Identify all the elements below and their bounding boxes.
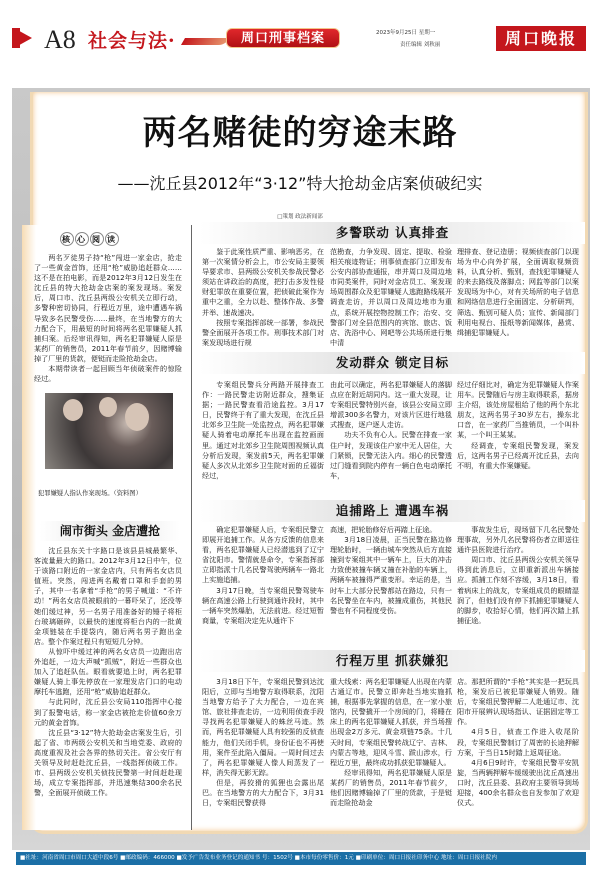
paragraph: 经过仔细比对，确定为犯罪嫌疑人作案用车。民警随后与房主取得联系，据房主介绍，该处房屋租给了他的两个东北朋友，这两名男子30岁左右，操东北口音，在一家药厂当推销员，一个叫朴某，一个叫王某某。 [457,380,579,440]
paragraph: 4月5日，侦查工作进入收尾阶段，专案组民警制订了周密的长途押解方案，于当日15时踏上返周征途。 [457,727,579,757]
heading-char: 读 [107,234,117,244]
byline: □策划 政法新闻部 [277,214,323,220]
column-banner: 周口刑事档案 [226,28,340,48]
section-heading: 追捕路上 遭遇车祸 [200,500,585,522]
paragraph: 周口市、沈丘县两级公安机关领导得到此消息后，立即重新派出车辆接应。抓捕工作刻不容缓，3月18日，看着病床上的战友，专案组成员的眼睛湿润了，但他们没有停下抓捕犯罪嫌疑人的脚步，收拾好心情，他们再次踏上抓捕征途。 [457,555,579,625]
text-column [202,247,324,348]
left-story-text [34,546,182,798]
paragraph: 重大线索：两名犯罪嫌疑人出现在内蒙古通辽市。民警立即奔赴当地实施抓捕，根据事先掌握的信息，在一家小旅馆内，民警撬开一个房间的门，将睡在床上的两名犯罪嫌疑人抓获，并当场搜出现金2万多元、黄金项链75条。十几天时间，专案组民警转战辽宁、吉林、内蒙古等地，迎风斗雪、跋山涉水，行程近万里，最终成功抓获犯罪嫌疑人。 [330,677,452,767]
paragraph: 由此可以确定，两名犯罪嫌疑人的落脚点应在附近胡同内。这一重大发现，让专案组民警特别兴奋，该县公安局立即增派300多名警力，对该片区进行地毯式搜查，逐户逐人走访。 [330,380,452,430]
text-column [202,525,324,626]
heading-char: 心 [77,234,87,244]
paragraph: 经审讯得知，两名犯罪嫌疑人原是某药厂的销售员，2011年春节前夕，他们因赌博输掉了厂里的货款，于是铤而走险抢劫金 [330,767,452,808]
core-reading-heading [60,232,120,246]
paragraph: 店。那把所谓的“手枪”其实是一把玩具枪，案发后已被犯罪嫌疑人销毁。随后，专案组民警押解二人赴通辽市、沈阳市开展辨认现场指认、证据固定等工作。 [457,677,579,727]
suspect-photo [45,393,173,469]
footer-info-bar: ■社址：河南省周口市周口大道中段6号 ■邮政编码：466000 ■发予广告发布业务登记的通知书 号：1502号 ■本市每份零售价：1元 ■印刷单位：周口日报社印务中心 地址：周口日报社院内 [16,852,586,865]
photo-caption: 犯罪嫌疑人指认作案现场。（资料图） [38,490,142,497]
core-reading-text [34,253,182,384]
text-column [202,380,324,481]
decorative-swoosh [181,38,230,45]
section-heading: 多警联动 认真排查 [200,222,585,244]
text-column [457,380,579,471]
paragraph: 专案组民警兵分两路开展排查工作：一路民警走访附近群众，搜集证据；一路民警查看沿途监控。3月17日，民警终于有了重大发现，在沈丘县北郊乡卫生院一处监控点，两名犯罪嫌疑人骑着电动摩托车出现在监控画面里。通过对北郊乡卫生院周围视频认真分析后发现，案发前5天，两名犯罪嫌疑人多次从北郊乡卫生院对面的丘福街经过， [202,380,324,480]
text-column [330,380,452,481]
paragraph: 鉴于此案性质严重、影响恶劣，在第一次案情分析会上，市公安局主要领导要求市、县两级公安机关参战民警必须站在讲政治的高度，把打击多发性侵财犯罪放在重要位置，把侦破此案作为重中之重，全力以赴、整体作战、多警并举、速战速决。 [202,247,324,317]
section-title: 社会与法· [88,30,176,52]
section-heading: 发动群众 锁定目标 [200,352,585,374]
heading-char: 阅 [92,234,102,244]
text-column [457,677,579,808]
article-subtitle: ——沈丘县2012年“3·12”特大抢劫金店案侦破纪实 [117,174,483,193]
paragraph: 范勘查，力争发现、固定、提取、检验相关痕迹物证；刑事侦查部门立即发布公安内部协查通报，串并周口及周边地市同类案件，同时对金店员工、案发现场周围群众及犯罪嫌疑人逃跑路线展开调查走访，并以周口及周边地市为重点，系统开展控物控制工作；治安、交警部门对全县范围内的宾馆、旅店、饭店、洗浴中心、网吧等公共场所进行集中清 [330,247,452,347]
paragraph: 两名歹徒男子持“枪”闯进一家金店，抢走了一些黄金首饰，还用“枪”威胁追赶群众……这不是在拍电影，而是2012年3月12日发生在沈丘县的特大抢劫金店案的案发现场。案发后，周口市、沈丘县两级公安机关立即行动，多警种密切协同，行程近万里，途中遭遇车祸导致多名民警受伤……最终，在当地警方的大力配合下，用最短的时间将两名犯罪嫌疑人抓捕归案。后经审讯得知，两名犯罪嫌疑人原是某药厂的销售员，2011年春节前夕，因赌博输掉了厂里的货款，便铤而走险抢劫金店。 [34,253,182,363]
text-column [330,525,452,616]
paragraph: 从惊吓中缓过神的两名女店员一边跑出店外追赶，一边大声喊“抓贼”，附近一些群众也加入了追赶队伍。眼看就要追上时，两名犯罪嫌疑人骑上事先停放在一家理发店门口的电动摩托车逃跑，还用“枪”威胁追赶群众。 [34,646,182,697]
paragraph: 3月18日下午，专案组民警到达沈阳后，立即与当地警方取得联系，沈阳当地警方给予了大力配合，一边在宾馆、旅社排查走访，一边利用侦查手段寻找两名犯罪嫌疑人的蛛丝马迹。然而，两名犯罪嫌疑人具有较强的反侦查能力，他们关闭手机，身份证也不再使用，案件至此陷入僵局。一周时间过去了，两名犯罪嫌疑人像人间蒸发了一样，消失得无影无踪。 [202,677,324,777]
text-column [457,525,579,626]
text-column [457,247,579,338]
paragraph: 但是，再狡猾的狐狸也会露出尾巴。在当地警方的大力配合下，3月31日，专案组民警获得 [202,777,324,808]
text-column [202,677,324,808]
section-heading: 行程万里 抓获嫌犯 [200,650,585,672]
article-title: 两名赌徒的穷途末路 [142,113,458,153]
paragraph: 沈丘县“3·12”特大抢劫金店案发生后，引起了省、市两级公安机关和当地党委、政府的高度重视及社会各界的热切关注。省公安厅有关领导及时赶赴沈丘县，一线指挥侦破工作。市、县两级公安机关侦技民警第一时间赶赴现场，成立专案指挥部，并迅速集结300余名民警，全面展开侦破工作。 [34,727,182,798]
text-column [330,247,452,348]
paragraph: 事故发生后，现场留下几名民警处理事故，另外几名民警将伤者立即送往通许县医院进行治疗。 [457,525,579,555]
paragraph: 3月18日凌晨，正当民警在路边修理轮胎时，一辆由城车突然从后方直接撞到专案组其中一辆车上，巨大的冲击力致使被撞车辆又撞在补胎的车辆上，两辆车被撞得严重变形。幸运的是，当时车上大部分民警都站在路边，只有一名民警坐在车内，被撞成重伤，其他民警也有不同程度受伤。 [330,535,452,615]
paragraph: 沈丘县东关十字路口是该县县城最繁华、客流量最大的路口。2012年3月12日中午，位于该路口附近的一家金店内，只有两名女店员值班。突然，闯进两名戴着口罩和手套的男子，其中一名拿着“手枪”的男子喊道：“不许动！”两名女店员被眼前的一幕吓呆了，还没等她们缓过神，另一名男子用准备好的锤子将柜台玻璃砸碎，以最快的速度将柜台内的一批黄金项链装在手提袋内，随后两名男子跑出金店。整个作案过程只有短短几分钟。 [34,546,182,646]
paragraph: 按照专案指挥部统一部署，参战民警全面展开各项工作。刑事技术部门对案发现场进行规 [202,317,324,347]
paragraph: 本期带读者一起回顾当年侦破案件的惊险经过。 [34,364,182,384]
paragraph: 高速，把轮胎修好后再踏上征途。 [330,525,437,534]
paragraph: 理排查、登记造册；视频侦查部门以现场为中心向外扩展，全面调取视频资料，认真分析、甄别，查找犯罪嫌疑人的来去路线及落脚点；网监等部门以案发现场为中心，对有关场所的电子信息和网络信息进行全面固定、分析研判，筛选、甄别可疑人员；宣传、新闻部门利用电视台、报纸等新闻媒体，悬赏、缉捕犯罪嫌疑人。 [457,247,579,337]
paragraph: 功夫不负有心人。民警在排查一家住户时，发现该住户家中无人居住，大门紧锁，民警无法入内。细心的民警透过门缝看到院内停有一辆白色电动摩托车， [330,430,452,480]
editor-credit: 责任编辑 刘秋丽 [400,42,441,48]
paragraph: 与此同时，沈丘县公安局110指挥中心接到了报警电话，称一家金店被抢走价值60余万元的黄金首饰。 [34,697,182,727]
page-number: A8 [44,25,76,54]
section-heading: 闹市街头 金店遭抢 [40,521,180,541]
heading-char: 核 [62,234,72,244]
newspaper-logo: 周口晚报 [496,26,586,51]
paragraph: 确定犯罪嫌疑人后，专案组民警立即展开追捕工作。从各方反馈的信息来看，两名犯罪嫌疑人已经潜逃到了辽宁省沈阳市。警情就是命令，专案指挥部立即指派十几名民警驾驶两辆车一路北上实施追捕。 [202,525,324,585]
text-column [330,677,452,808]
chevron-right-icon [14,28,32,48]
paragraph: 3月17日晚，当专案组民警驾驶车辆在高速公路上行驶到通许段时，其中一辆车突然爆胎，无法前进。经过短暂商量，专案组决定先从通许下 [202,585,324,625]
paragraph: 经调查，专案组民警发现，案发后，这两名男子已经离开沈丘县，去向不明，有重大作案嫌疑。 [457,440,579,470]
issue-date: 2023年9月25日 星期一 [376,30,436,36]
paragraph: 4月6日9时许，专案组民警平安凯旋，当两辆押解车缓缓驶出沈丘高速出口时，沈丘县委、县政府主要领导到场迎接，400余名群众也自发参加了欢迎仪式。 [457,757,579,808]
